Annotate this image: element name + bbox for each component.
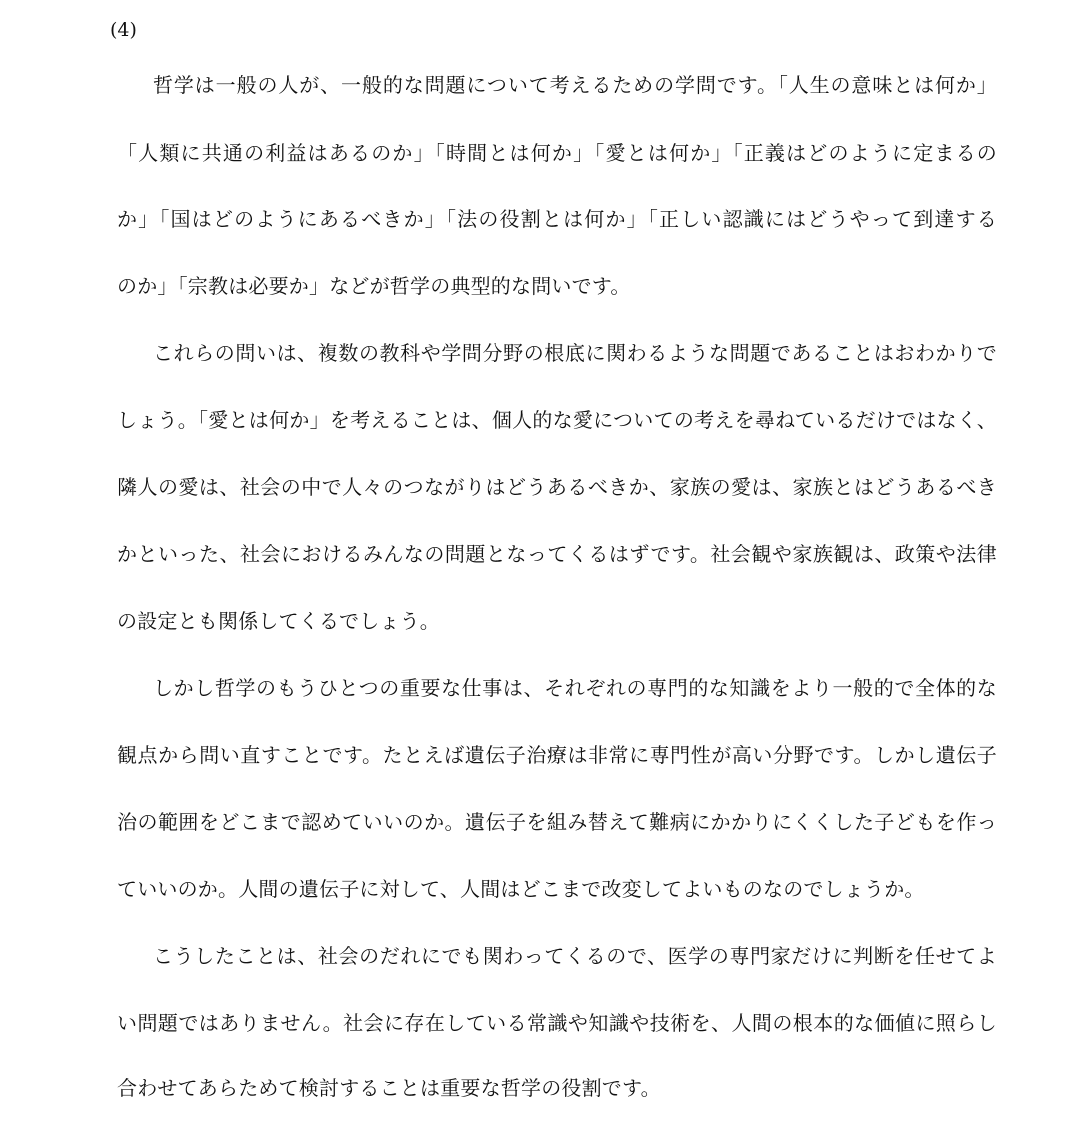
text-line: か」「国はどのようにあるべきか」「法の役割とは何か」「正しい認識にはどうやって到達する bbox=[117, 207, 997, 231]
text-line: しょう。「愛とは何か」を考えることは、個人的な愛についての考えを尋ねているだけではなく、 bbox=[117, 408, 997, 432]
text-line: こうしたことは、社会のだれにでも関わってくるので、医学の専門家だけに判断を任せてよ bbox=[153, 944, 997, 968]
text-line: の設定とも関係してくるでしょう。 bbox=[117, 609, 440, 633]
text-line: 観点から問い直すことです。たとえば遺伝子治療は非常に専門性が高い分野です。しかし遺伝子 bbox=[117, 743, 997, 767]
text-line: かといった、社会におけるみんなの問題となってくるはずです。社会観や家族観は、政策や法律 bbox=[117, 542, 997, 566]
text-line: 隣人の愛は、社会の中で人々のつながりはどうあるべきか、家族の愛は、家族とはどうあるべき bbox=[117, 475, 997, 499]
text-line: しかし哲学のもうひとつの重要な仕事は、それぞれの専門的な知識をより一般的で全体的な bbox=[153, 676, 997, 700]
question-number: (4) bbox=[110, 19, 137, 41]
text-line: のか」「宗教は必要か」などが哲学の典型的な問いです。 bbox=[117, 274, 631, 298]
text-line: 哲学は一般の人が、一般的な問題について考えるための学問です。「人生の意味とは何か」 bbox=[153, 73, 997, 97]
text-line: これらの問いは、複数の教科や学問分野の根底に関わるような問題であることはおわかりで bbox=[153, 341, 997, 365]
text-line: 「人類に共通の利益はあるのか」「時間とは何か」「愛とは何か」「正義はどのように定まるの bbox=[117, 141, 997, 165]
text-line: 合わせてあらためて検討することは重要な哲学の役割です。 bbox=[117, 1076, 661, 1100]
text-line: い問題ではありません。社会に存在している常識や知識や技術を、人間の根本的な価値に照らし bbox=[117, 1011, 997, 1035]
text-line: 治の範囲をどこまで認めていいのか。遺伝子を組み替えて難病にかかりにくくした子どもを作っ bbox=[117, 810, 997, 834]
text-line: ていいのか。人間の遺伝子に対して、人間はどこまで改変してよいものなのでしょうか。 bbox=[117, 877, 925, 901]
